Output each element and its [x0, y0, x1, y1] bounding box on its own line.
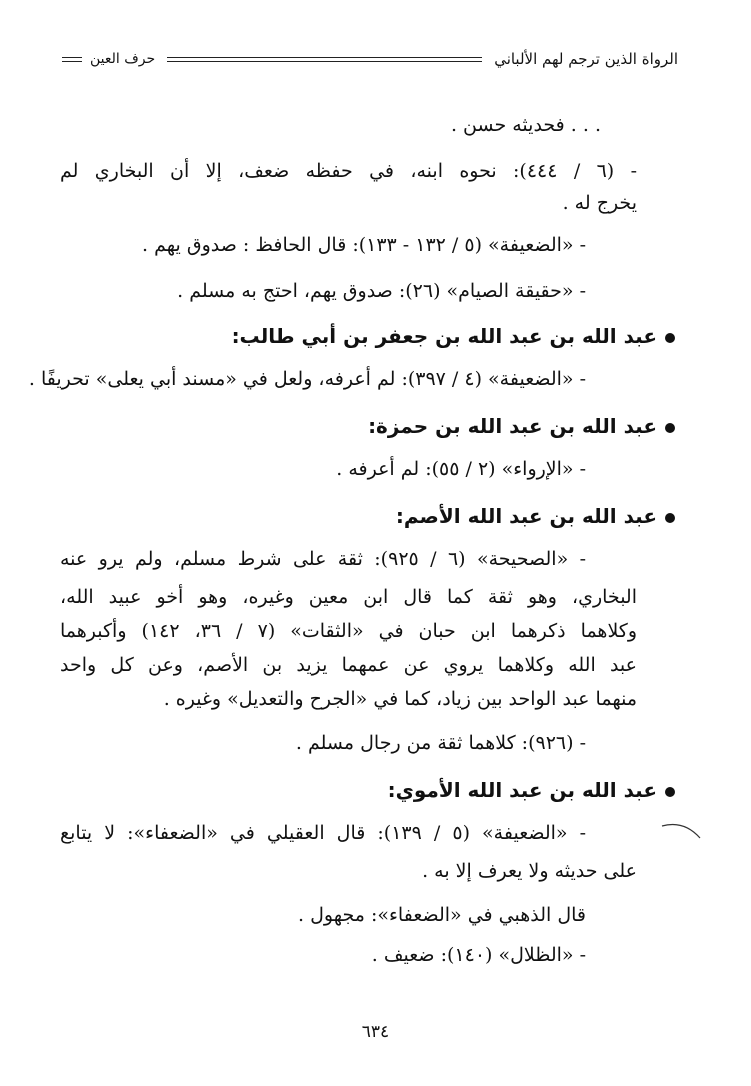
header-rule	[167, 57, 482, 62]
text-line: - «الضعيفة» (٤ / ٣٩٧): لم أعرفه، ولعل في «مسند أبي يعلى» تحريفًا .	[28, 368, 586, 390]
text-line: وكلاهما ذكرهما ابن حبان في «الثقات» (٧ / ٣٦، ١٤٢) وأكبرهما	[60, 620, 638, 642]
header-rule-tail	[62, 57, 82, 62]
header-title: الرواة الذين ترجم لهم الألباني	[494, 50, 678, 68]
bullet-icon	[665, 423, 675, 433]
text-line: عبد الله وكلاهما يروي عن عمهما يزيد بن الأصم، وعن كل واحد	[60, 654, 637, 676]
text-line: - «الإرواء» (٢ / ٥٥): لم أعرفه .	[336, 458, 586, 480]
text-line: - «الضعيفة» (٥ / ١٣٢ - ١٣٣): قال الحافظ : صدوق يهم .	[142, 234, 586, 256]
text-line: منهما عبد الواحد بين زياد، كما في «الجرح والتعديل» وغيره .	[163, 688, 637, 710]
entry-heading-text: عبد الله بن عبد الله بن حمزة:	[368, 414, 657, 438]
text-line: قال الذهبي في «الضعفاء»: مجهول .	[298, 904, 586, 926]
text-line: - «الظلال» (١٤٠): ضعيف .	[371, 944, 586, 966]
header-section: حرف العين	[90, 51, 156, 67]
text-line: - «حقيقة الصيام» (٢٦): صدوق يهم، احتج به مسلم .	[177, 280, 586, 302]
text-line: - (٦ / ٤٤٤): نحوه ابنه، في حفظه ضعف، إلا أن البخاري لم	[60, 160, 637, 182]
entry-heading	[368, 410, 675, 442]
text-line: - «الضعيفة» (٥ / ١٣٩): قال العقيلي في «الضعفاء»: لا يتابع	[60, 822, 586, 844]
text-line: . . . فحديثه حسن .	[450, 114, 601, 136]
entry-heading-text: عبد الله بن عبد الله بن جعفر بن أبي طالب:	[231, 324, 657, 348]
margin-mark	[660, 818, 710, 842]
page-number: ٦٣٤	[361, 1022, 390, 1042]
entry-heading-text: عبد الله بن عبد الله الأصم:	[395, 504, 657, 528]
text-line: على حديثه ولا يعرف إلا به .	[422, 860, 637, 882]
bullet-icon	[665, 513, 675, 523]
entry-heading	[232, 320, 675, 352]
bullet-icon	[665, 333, 675, 343]
bullet-icon	[665, 787, 675, 797]
text-line: البخاري، وهو ثقة كما قال ابن معين وغيره، وهو أخو عبيد الله،	[60, 586, 637, 608]
entry-heading-text: عبد الله بن عبد الله الأموي:	[387, 778, 657, 802]
text-line: يخرج له .	[562, 192, 637, 214]
running-header	[62, 46, 678, 72]
entry-heading	[388, 774, 675, 806]
text-line: - (٩٢٦): كلاهما ثقة من رجال مسلم .	[295, 732, 586, 754]
text-line: - «الصحيحة» (٦ / ٩٢٥): ثقة على شرط مسلم، ولم يرو عنه	[60, 548, 587, 570]
entry-heading	[396, 500, 675, 532]
